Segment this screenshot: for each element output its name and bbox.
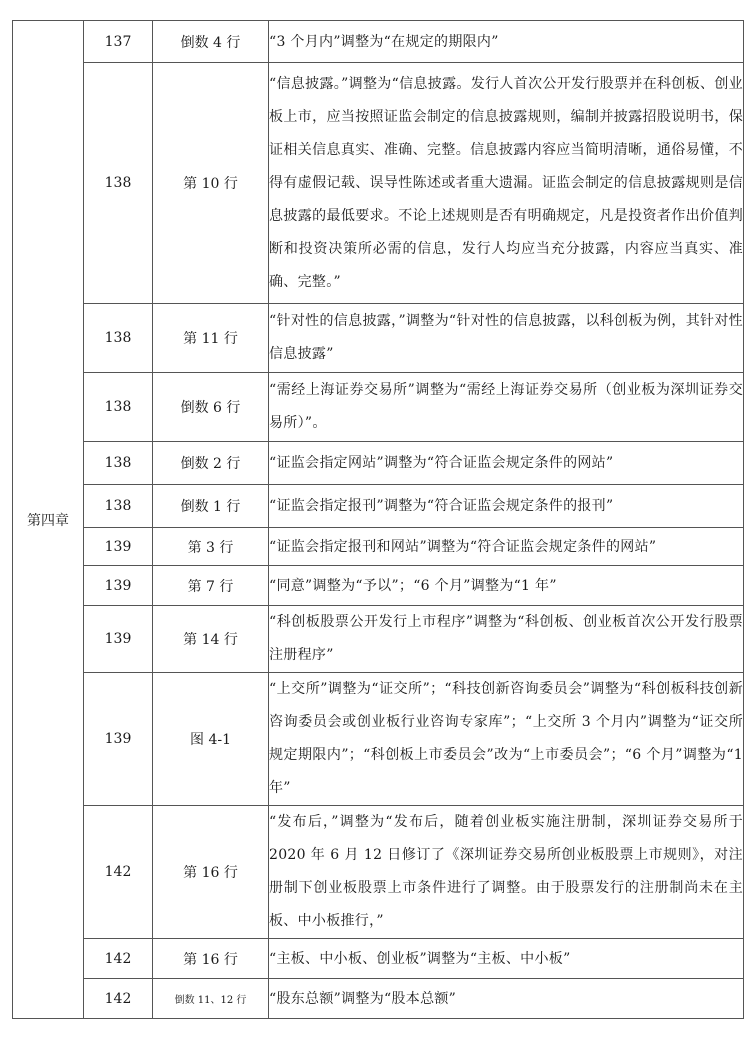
line-position-cell: 倒数 11、12 行: [153, 979, 269, 1019]
page-number-cell: 138: [84, 373, 153, 442]
correction-text-cell: “证监会指定报刊”调整为“符合证监会规定条件的报刊”: [269, 485, 744, 528]
correction-text-cell: “股东总额”调整为“股本总额”: [269, 979, 744, 1019]
line-position-cell: 倒数 1 行: [153, 485, 269, 528]
line-position-cell: 第 10 行: [153, 63, 269, 304]
table-row: [13, 806, 744, 939]
correction-text-cell: “信息披露。”调整为“信息披露。发行人首次公开发行股票并在科创板、创业板上市，应当按照证监会制定的信息披露规则，编制并披露招股说明书，保证相关信息真实、准确、完整。信息披露内容应当简明清晰，通俗易懂，不得有虚假记载、误导性陈述或者重大遗漏。证监会制定的信息披露规则是信息披露的最低要求。不论上述规则是否有明确规定，凡是投资者作出价值判断和投资决策所必需的信息，发行人均应当充分披露，内容应当真实、准确、完整。”: [269, 63, 744, 304]
table-row: [13, 442, 744, 485]
page-number-cell: 137: [84, 21, 153, 63]
table-row: [13, 939, 744, 979]
line-position-cell: 第 3 行: [153, 528, 269, 566]
page-number-cell: 139: [84, 528, 153, 566]
correction-text-cell: “3 个月内”调整为“在规定的期限内”: [269, 21, 744, 63]
table-row: [13, 373, 744, 442]
page-number-cell: 142: [84, 939, 153, 979]
page-number-cell: 139: [84, 566, 153, 606]
correction-text-cell: “针对性的信息披露，”调整为“针对性的信息披露，以科创板为例，其针对性信息披露”: [269, 304, 744, 373]
correction-text-cell: “同意”调整为“予以”；“6 个月”调整为“1 年”: [269, 566, 744, 606]
table-row: [13, 673, 744, 806]
table-row: [13, 979, 744, 1019]
line-position-cell: 倒数 2 行: [153, 442, 269, 485]
correction-text-cell: “上交所”调整为“证交所”；“科技创新咨询委员会”调整为“科创板科技创新咨询委员会或创业板行业咨询专家库”；“上交所 3 个月内”调整为“证交所规定期限内”；“科创板上市委员会”改为“上市委员会”；“6 个月”调整为“1 年”: [269, 673, 744, 806]
chapter-cell: 第四章: [13, 21, 84, 1019]
page-number-cell: 142: [84, 979, 153, 1019]
line-position-cell: 第 16 行: [153, 939, 269, 979]
correction-text-cell: “证监会指定网站”调整为“符合证监会规定条件的网站”: [269, 442, 744, 485]
page-number-cell: 142: [84, 806, 153, 939]
page-number-cell: 138: [84, 304, 153, 373]
line-position-cell: 倒数 4 行: [153, 21, 269, 63]
correction-text-cell: “发布后，”调整为“发布后，随着创业板实施注册制，深圳证券交易所于 2020 年 6 月 12 日修订了《深圳证券交易所创业板股票上市规则》，对注册制下创业板股票上市条件进行了调整。由于股票发行的注册制尚未在主板、中小板推行，”: [269, 806, 744, 939]
errata-table: [12, 20, 744, 1019]
line-position-cell: 第 7 行: [153, 566, 269, 606]
table-row: [13, 21, 744, 63]
correction-text-cell: “主板、中小板、创业板”调整为“主板、中小板”: [269, 939, 744, 979]
table-row: [13, 606, 744, 673]
line-position-cell: 图 4-1: [153, 673, 269, 806]
page-number-cell: 138: [84, 63, 153, 304]
correction-text-cell: “科创板股票公开发行上市程序”调整为“科创板、创业板首次公开发行股票注册程序”: [269, 606, 744, 673]
table-row: [13, 528, 744, 566]
correction-text-cell: “证监会指定报刊和网站”调整为“符合证监会规定条件的网站”: [269, 528, 744, 566]
page-number-cell: 138: [84, 485, 153, 528]
correction-text-cell: “需经上海证券交易所”调整为“需经上海证券交易所（创业板为深圳证券交易所）”。: [269, 373, 744, 442]
table-row: [13, 485, 744, 528]
table-row: [13, 304, 744, 373]
page-number-cell: 139: [84, 673, 153, 806]
line-position-cell: 倒数 6 行: [153, 373, 269, 442]
page-number-cell: 138: [84, 442, 153, 485]
page-number-cell: 139: [84, 606, 153, 673]
table-row: [13, 566, 744, 606]
line-position-cell: 第 11 行: [153, 304, 269, 373]
line-position-cell: 第 14 行: [153, 606, 269, 673]
line-position-cell: 第 16 行: [153, 806, 269, 939]
table-row: [13, 63, 744, 304]
